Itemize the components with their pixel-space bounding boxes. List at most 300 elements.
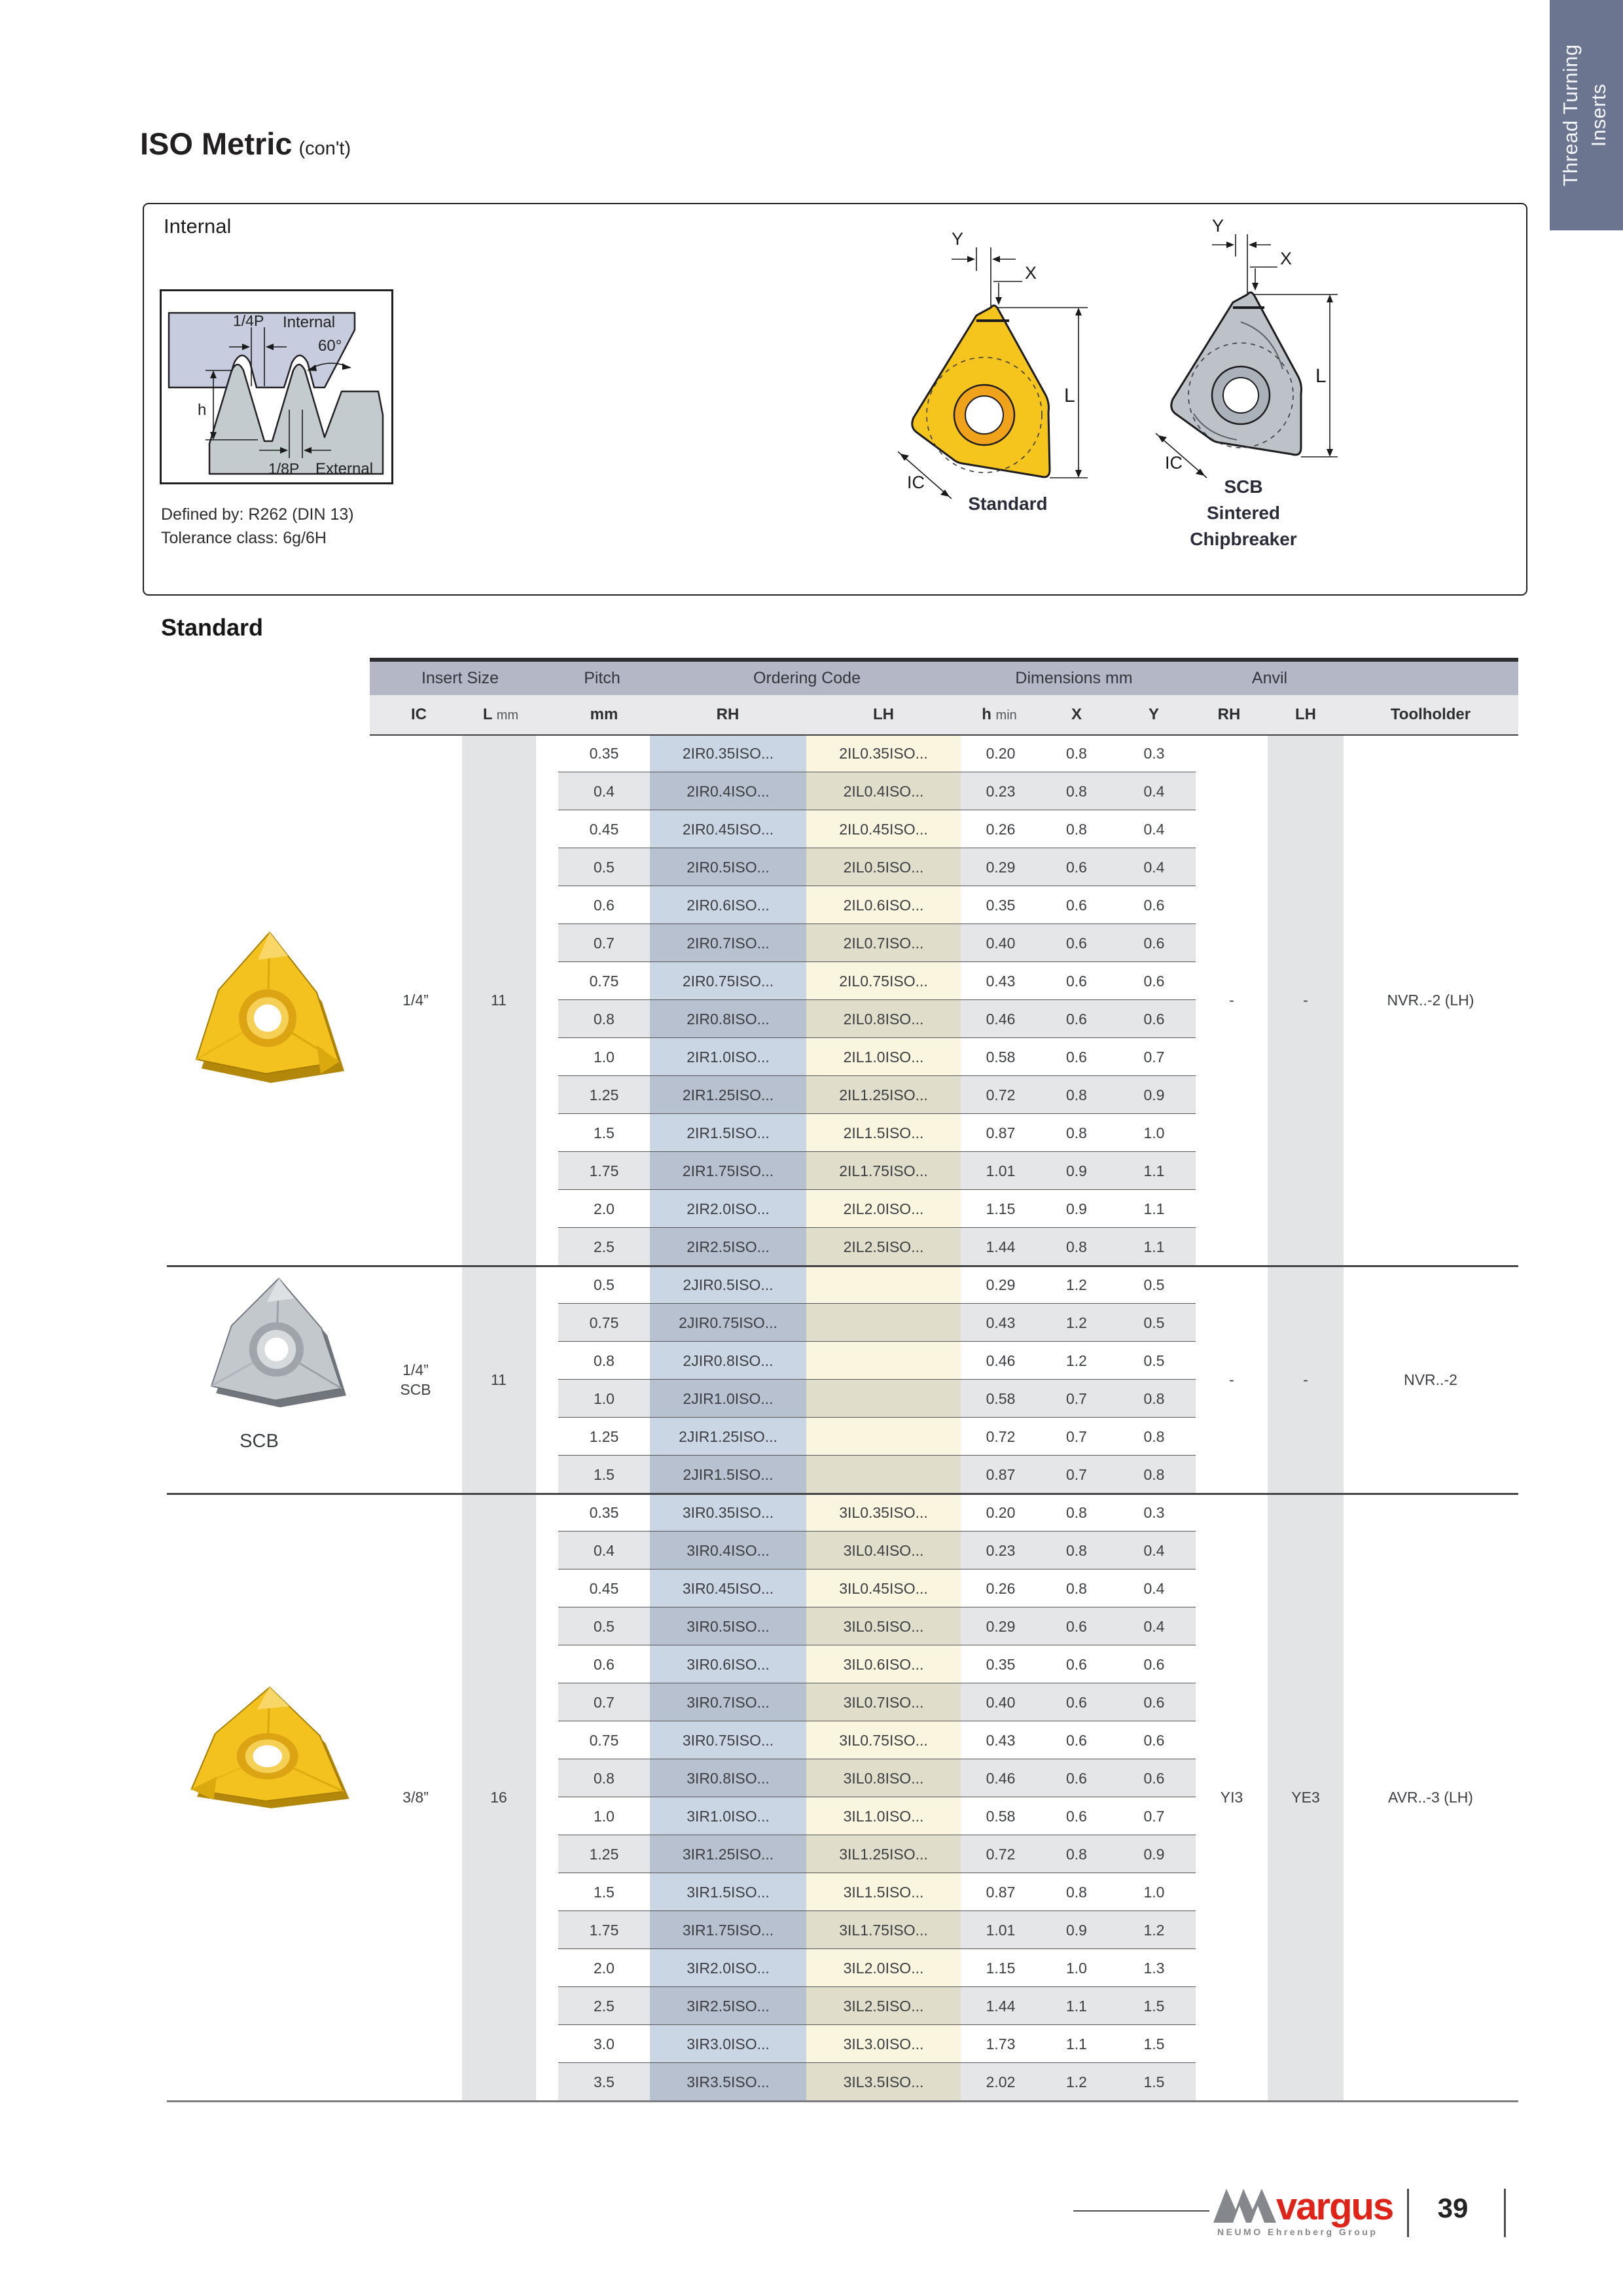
cell-x: 1.1 xyxy=(1066,1998,1087,2015)
cell-lh: 3IL0.8ISO... xyxy=(843,1770,924,1787)
table-row xyxy=(370,1873,1518,1911)
cell-h: 0.40 xyxy=(986,1694,1016,1711)
sub-header-rh: RH xyxy=(716,706,740,723)
cell-y: 0.7 xyxy=(1143,1808,1165,1825)
table-row xyxy=(370,734,1518,772)
side-tab-thread-turning-inserts xyxy=(1550,0,1623,230)
sub-header-lmm: L mm xyxy=(482,706,519,723)
scb-caption: SCB Sintered Chipbreaker xyxy=(1190,476,1297,549)
cell-x: 0.8 xyxy=(1066,783,1087,800)
sub-header-rh: RH xyxy=(1217,706,1241,723)
cell-y: 0.4 xyxy=(1143,821,1165,838)
cell-y: 0.5 xyxy=(1143,1276,1165,1293)
cell-lh: 2IL0.35ISO... xyxy=(839,745,928,762)
cell-x: 0.7 xyxy=(1066,1428,1087,1445)
cell-y: 1.5 xyxy=(1143,1998,1165,2015)
cell-y: 0.4 xyxy=(1143,1542,1165,1559)
dim-y-label: Y xyxy=(1212,217,1224,236)
sub-header-toolholder: Toolholder xyxy=(1390,706,1471,723)
side-tab-line2: Inserts xyxy=(1587,83,1610,147)
cell-y: 1.5 xyxy=(1143,2073,1165,2090)
page-number: 39 xyxy=(1437,2193,1469,2223)
table-section-1 xyxy=(370,1266,1518,1494)
cell-lh: 3IL1.75ISO... xyxy=(839,1922,928,1939)
sub-header-y: Y xyxy=(1148,706,1160,723)
cell-y: 0.6 xyxy=(1143,897,1165,914)
table-section-2 xyxy=(370,1494,1518,2101)
page-title xyxy=(140,126,351,162)
cell-lh: 3IL0.6ISO... xyxy=(843,1656,924,1673)
cell-rh: 2IR1.75ISO... xyxy=(682,1162,774,1179)
cell-h: 0.26 xyxy=(986,1580,1016,1597)
side-tab-line1: Thread Turning xyxy=(1559,44,1582,187)
table-row xyxy=(370,1342,1518,1380)
cell-lh: 3IL3.0ISO... xyxy=(843,2036,924,2053)
table-row xyxy=(370,1456,1518,1494)
cell-rh: 3IR1.25ISO... xyxy=(682,1846,774,1863)
defined-by-text: Defined by: R262 (DIN 13) xyxy=(161,505,354,524)
cell-lh: 3IL3.5ISO... xyxy=(843,2073,924,2090)
cell-rh: 3IR0.75ISO... xyxy=(682,1732,774,1749)
cell-lh: 2IL1.5ISO... xyxy=(843,1124,924,1141)
cell-y: 0.6 xyxy=(1143,1011,1165,1028)
cell-pitch: 0.8 xyxy=(594,1770,615,1787)
footer-rule xyxy=(1073,2210,1209,2212)
cell-pitch: 0.5 xyxy=(594,1618,615,1635)
table-row xyxy=(370,1607,1518,1645)
table-row xyxy=(370,962,1518,1000)
cell-pitch: 1.0 xyxy=(594,1390,615,1407)
cell-rh: 3IR0.4ISO... xyxy=(687,1542,770,1559)
cell-x: 0.8 xyxy=(1066,1580,1087,1597)
cell-y: 1.0 xyxy=(1143,1124,1165,1141)
table-row xyxy=(370,1987,1518,2025)
cell-pitch: 1.25 xyxy=(589,1428,619,1445)
section-arh-label: - xyxy=(1229,1371,1234,1388)
cell-pitch: 2.5 xyxy=(594,1238,615,1255)
cell-h: 0.43 xyxy=(986,1732,1016,1749)
vargus-brand-text: vargus xyxy=(1276,2185,1393,2228)
cell-rh: 2JIR1.25ISO... xyxy=(679,1428,777,1445)
cell-pitch: 0.7 xyxy=(594,935,615,952)
table-row xyxy=(370,924,1518,962)
cell-h: 0.29 xyxy=(986,859,1016,876)
cell-h: 1.01 xyxy=(986,1922,1016,1939)
cell-pitch: 3.5 xyxy=(594,2073,615,2090)
cell-x: 0.7 xyxy=(1066,1466,1087,1483)
cell-h: 0.23 xyxy=(986,1542,1016,1559)
cell-h: 0.72 xyxy=(986,1086,1016,1103)
cell-rh: 3IR0.45ISO... xyxy=(682,1580,774,1597)
cell-pitch: 0.8 xyxy=(594,1011,615,1028)
cell-h: 0.35 xyxy=(986,1656,1016,1673)
cell-lh: 2IL1.75ISO... xyxy=(839,1162,928,1179)
cell-lh: 3IL0.75ISO... xyxy=(839,1732,928,1749)
cell-h: 1.01 xyxy=(986,1162,1016,1179)
table-row xyxy=(370,1380,1518,1418)
cell-rh: 2JIR1.5ISO... xyxy=(683,1466,774,1483)
cell-rh: 2IR0.75ISO... xyxy=(682,973,774,990)
cell-lh: 2IL0.4ISO... xyxy=(843,783,924,800)
cell-x: 0.6 xyxy=(1066,859,1087,876)
cell-lh: 3IL0.5ISO... xyxy=(843,1618,924,1635)
cell-x: 0.6 xyxy=(1066,1618,1087,1635)
table-row xyxy=(370,1835,1518,1873)
cell-y: 0.8 xyxy=(1143,1466,1165,1483)
cell-rh: 3IR2.5ISO... xyxy=(687,1998,770,2015)
cell-x: 0.9 xyxy=(1066,1200,1087,1217)
cell-h: 0.46 xyxy=(986,1352,1016,1369)
cell-lh: 3IL0.35ISO... xyxy=(839,1504,928,1521)
cell-y: 1.2 xyxy=(1143,1922,1165,1939)
standard-heading: Standard xyxy=(161,614,264,641)
dim-ic-label: IC xyxy=(1165,453,1183,473)
table-row xyxy=(370,1152,1518,1190)
cell-x: 1.2 xyxy=(1066,1276,1087,1293)
cell-x: 0.7 xyxy=(1066,1390,1087,1407)
cell-h: 0.29 xyxy=(986,1276,1016,1293)
section-ic-label: 1/4” SCB xyxy=(400,1361,431,1398)
sub-header-hmin: h min xyxy=(982,706,1017,723)
cell-h: 0.26 xyxy=(986,821,1016,838)
svg-text:External: External xyxy=(315,460,374,478)
cell-h: 0.72 xyxy=(986,1428,1016,1445)
cell-h: 1.44 xyxy=(986,1238,1016,1255)
cell-rh: 3IR0.6ISO... xyxy=(687,1656,770,1673)
cell-h: 0.72 xyxy=(986,1846,1016,1863)
cell-lh: 3IL1.25ISO... xyxy=(839,1846,928,1863)
table-row xyxy=(370,1759,1518,1797)
cell-x: 0.6 xyxy=(1066,973,1087,990)
table-row xyxy=(370,1000,1518,1038)
sub-header-lh: LH xyxy=(873,706,894,723)
table-row xyxy=(370,1418,1518,1456)
table-row xyxy=(370,1038,1518,1076)
section-separator xyxy=(167,2100,1518,2102)
cell-pitch: 1.25 xyxy=(589,1846,619,1863)
cell-rh: 3IR3.0ISO... xyxy=(687,2036,770,2053)
scb-insert-diagram xyxy=(1139,217,1355,479)
cell-lh: 3IL2.5ISO... xyxy=(843,1998,924,2015)
cell-y: 0.4 xyxy=(1143,1580,1165,1597)
cell-lh: 3IL0.4ISO... xyxy=(843,1542,924,1559)
cell-x: 0.8 xyxy=(1066,1542,1087,1559)
section-th-label: NVR..-2 xyxy=(1404,1371,1457,1388)
cell-lh: 2IL0.75ISO... xyxy=(839,973,928,990)
sub-header-ic: IC xyxy=(411,706,427,723)
cell-h: 0.43 xyxy=(986,973,1016,990)
section-ic-label: 1/4” xyxy=(402,992,429,1009)
cell-pitch: 1.5 xyxy=(594,1466,615,1483)
dim-x-label: X xyxy=(1280,249,1293,268)
svg-text:Internal: Internal xyxy=(283,314,336,331)
cell-pitch: 1.0 xyxy=(594,1049,615,1066)
svg-text:60°: 60° xyxy=(318,337,342,355)
table-group-header-row xyxy=(370,662,1518,695)
group-header-insert-size: Insert Size xyxy=(421,669,499,687)
h-label: h xyxy=(198,401,207,419)
cell-pitch: 0.75 xyxy=(589,973,619,990)
table-row xyxy=(370,1911,1518,1949)
cell-y: 0.5 xyxy=(1143,1352,1165,1369)
cell-rh: 2JIR1.0ISO... xyxy=(683,1390,774,1407)
cell-pitch: 3.0 xyxy=(594,2036,615,2053)
table-row xyxy=(370,1645,1518,1683)
cell-x: 0.6 xyxy=(1066,1011,1087,1028)
cell-y: 0.3 xyxy=(1143,1504,1165,1521)
cell-y: 0.8 xyxy=(1143,1428,1165,1445)
table-row xyxy=(370,2025,1518,2063)
cell-h: 0.35 xyxy=(986,897,1016,914)
cell-pitch: 0.45 xyxy=(589,821,619,838)
scb-photo-caption: SCB xyxy=(240,1431,279,1452)
cell-x: 0.8 xyxy=(1066,1124,1087,1141)
cell-pitch: 0.5 xyxy=(594,859,615,876)
cell-rh: 3IR0.5ISO... xyxy=(687,1618,770,1635)
cell-x: 1.1 xyxy=(1066,2036,1087,2053)
cell-x: 0.6 xyxy=(1066,1049,1087,1066)
cell-rh: 2IR2.0ISO... xyxy=(687,1200,770,1217)
cell-rh: 3IR2.0ISO... xyxy=(687,1960,770,1977)
cell-y: 0.8 xyxy=(1143,1390,1165,1407)
standard-caption: Standard xyxy=(968,493,1048,514)
sub-header-lh: LH xyxy=(1295,706,1316,723)
table-row xyxy=(370,1114,1518,1152)
cell-lh: 3IL1.0ISO... xyxy=(843,1808,924,1825)
group-header-ordering-code: Ordering Code xyxy=(753,669,861,687)
table-row xyxy=(370,1797,1518,1835)
section-th-label: NVR..-2 (LH) xyxy=(1387,992,1474,1009)
cell-y: 0.4 xyxy=(1143,783,1165,800)
cell-pitch: 0.35 xyxy=(589,745,619,762)
cell-y: 1.5 xyxy=(1143,2036,1165,2053)
side-tab-text xyxy=(1550,0,1623,230)
cell-rh: 3IR0.35ISO... xyxy=(682,1504,774,1521)
cell-h: 0.87 xyxy=(986,1124,1016,1141)
cell-h: 0.58 xyxy=(986,1049,1016,1066)
cell-y: 0.6 xyxy=(1143,1732,1165,1749)
cell-y: 0.6 xyxy=(1143,1656,1165,1673)
cell-rh: 3IR1.5ISO... xyxy=(687,1884,770,1901)
cell-x: 1.2 xyxy=(1066,1352,1087,1369)
cell-rh: 2JIR0.8ISO... xyxy=(683,1352,774,1369)
cell-x: 0.6 xyxy=(1066,1656,1087,1673)
cell-y: 0.6 xyxy=(1143,973,1165,990)
cell-pitch: 1.0 xyxy=(594,1808,615,1825)
cell-pitch: 0.7 xyxy=(594,1694,615,1711)
cell-pitch: 0.4 xyxy=(594,783,615,800)
cell-rh: 3IR1.0ISO... xyxy=(687,1808,770,1825)
thread-profile-diagram xyxy=(160,289,393,484)
cell-h: 0.58 xyxy=(986,1808,1016,1825)
cell-x: 0.6 xyxy=(1066,1732,1087,1749)
cell-lh: 3IL2.0ISO... xyxy=(843,1960,924,1977)
cell-rh: 2IR0.4ISO... xyxy=(687,783,770,800)
cell-pitch: 1.5 xyxy=(594,1884,615,1901)
cell-h: 0.46 xyxy=(986,1770,1016,1787)
insert-photo-three-eighth-inch xyxy=(165,1682,374,1829)
page-title-main: ISO Metric xyxy=(140,126,293,161)
cell-rh: 3IR1.75ISO... xyxy=(682,1922,774,1939)
cell-y: 0.9 xyxy=(1143,1086,1165,1103)
cell-rh: 2IR0.35ISO... xyxy=(682,745,774,762)
cell-pitch: 1.25 xyxy=(589,1086,619,1103)
cell-pitch: 0.45 xyxy=(589,1580,619,1597)
cell-y: 1.1 xyxy=(1143,1162,1165,1179)
table-row xyxy=(370,1532,1518,1570)
cell-pitch: 0.6 xyxy=(594,1656,615,1673)
section-l-label: 11 xyxy=(491,1371,507,1388)
section-alh-label: - xyxy=(1303,1371,1308,1388)
cell-pitch: 2.0 xyxy=(594,1200,615,1217)
table-row xyxy=(370,1683,1518,1721)
cell-h: 0.20 xyxy=(986,745,1016,762)
cell-x: 0.8 xyxy=(1066,821,1087,838)
cell-lh: 3IL1.5ISO... xyxy=(843,1884,924,1901)
cell-x: 0.6 xyxy=(1066,1770,1087,1787)
cell-x: 1.0 xyxy=(1066,1960,1087,1977)
cell-lh: 2IL0.7ISO... xyxy=(843,935,924,952)
cell-x: 0.6 xyxy=(1066,897,1087,914)
standard-insert-diagram xyxy=(878,224,1114,499)
table-row xyxy=(370,772,1518,810)
cell-x: 0.8 xyxy=(1066,1846,1087,1863)
cell-pitch: 2.0 xyxy=(594,1960,615,1977)
table-row xyxy=(370,1076,1518,1114)
cell-lh: 2IL0.6ISO... xyxy=(843,897,924,914)
table-rows-layer xyxy=(370,734,1518,2101)
cell-rh: 2JIR0.5ISO... xyxy=(683,1276,774,1293)
cell-y: 1.1 xyxy=(1143,1200,1165,1217)
cell-y: 0.4 xyxy=(1143,859,1165,876)
section-alh-label: YE3 xyxy=(1291,1789,1320,1806)
cell-h: 1.44 xyxy=(986,1998,1016,2015)
internal-panel-label: Internal xyxy=(164,215,232,238)
cell-y: 0.6 xyxy=(1143,1694,1165,1711)
sub-header-x: X xyxy=(1071,706,1082,723)
cell-h: 0.40 xyxy=(986,935,1016,952)
cell-pitch: 1.75 xyxy=(589,1922,619,1939)
cell-lh: 2IL0.5ISO... xyxy=(843,859,924,876)
cell-lh: 2IL1.25ISO... xyxy=(839,1086,928,1103)
cell-x: 0.6 xyxy=(1066,1808,1087,1825)
table-row xyxy=(370,1266,1518,1304)
cell-pitch: 0.5 xyxy=(594,1276,615,1293)
svg-text:1/4P: 1/4P xyxy=(233,312,264,329)
cell-y: 0.5 xyxy=(1143,1314,1165,1331)
cell-rh: 2IR1.25ISO... xyxy=(682,1086,774,1103)
cell-y: 1.0 xyxy=(1143,1884,1165,1901)
cell-h: 0.87 xyxy=(986,1884,1016,1901)
cell-h: 0.23 xyxy=(986,783,1016,800)
table-row xyxy=(370,1190,1518,1228)
cell-pitch: 1.5 xyxy=(594,1124,615,1141)
section-arh-label: - xyxy=(1229,992,1234,1009)
cell-y: 1.3 xyxy=(1143,1960,1165,1977)
cell-lh: 2IL1.0ISO... xyxy=(843,1049,924,1066)
cell-h: 0.43 xyxy=(986,1314,1016,1331)
group-header-pitch: Pitch xyxy=(584,669,620,687)
cell-h: 0.20 xyxy=(986,1504,1016,1521)
dim-y-label: Y xyxy=(952,229,964,249)
cell-x: 0.8 xyxy=(1066,1086,1087,1103)
table-row xyxy=(370,1494,1518,1532)
cell-lh: 3IL0.45ISO... xyxy=(839,1580,928,1597)
cell-x: 0.8 xyxy=(1066,1504,1087,1521)
table-row xyxy=(370,1949,1518,1987)
cell-pitch: 0.35 xyxy=(589,1504,619,1521)
section-arh-label: YI3 xyxy=(1220,1789,1243,1806)
cell-rh: 2IR2.5ISO... xyxy=(687,1238,770,1255)
group-header-anvil: Anvil xyxy=(1251,669,1288,687)
section-l-label: 16 xyxy=(490,1789,507,1806)
cell-y: 0.6 xyxy=(1143,1770,1165,1787)
cell-x: 0.9 xyxy=(1066,1162,1087,1179)
vargus-brand-subtext: NEUMO Ehrenberg Group xyxy=(1217,2227,1378,2237)
cell-pitch: 0.4 xyxy=(594,1542,615,1559)
table-row xyxy=(370,810,1518,848)
insert-photo-quarter-inch xyxy=(171,924,368,1111)
cell-h: 0.87 xyxy=(986,1466,1016,1483)
group-header-dimensions-mm: Dimensions mm xyxy=(1015,669,1133,687)
cell-rh: 2IR1.5ISO... xyxy=(687,1124,770,1141)
cell-pitch: 1.75 xyxy=(589,1162,619,1179)
cell-rh: 2IR0.5ISO... xyxy=(687,859,770,876)
cell-y: 0.6 xyxy=(1143,935,1165,952)
cell-lh: 2IL0.45ISO... xyxy=(839,821,928,838)
table-row xyxy=(370,848,1518,886)
cell-h: 2.02 xyxy=(986,2073,1016,2090)
cell-y: 0.9 xyxy=(1143,1846,1165,1863)
internal-panel xyxy=(143,203,1527,596)
footer-divider-1 xyxy=(1407,2189,1409,2237)
dim-ic-label: IC xyxy=(907,473,925,492)
cell-rh: 3IR0.8ISO... xyxy=(687,1770,770,1787)
cell-rh: 3IR3.5ISO... xyxy=(687,2073,770,2090)
cell-lh: 2IL2.0ISO... xyxy=(843,1200,924,1217)
cell-x: 0.6 xyxy=(1066,1694,1087,1711)
svg-text:1/8P: 1/8P xyxy=(268,460,300,477)
sub-header-mm: mm xyxy=(590,706,618,723)
section-alh-label: - xyxy=(1303,992,1308,1009)
cell-h: 0.46 xyxy=(986,1011,1016,1028)
cell-lh: 2IL2.5ISO... xyxy=(843,1238,924,1255)
dim-l-label: L xyxy=(1315,365,1327,387)
cell-y: 0.4 xyxy=(1143,1618,1165,1635)
cell-x: 0.8 xyxy=(1066,1884,1087,1901)
cell-rh: 2IR1.0ISO... xyxy=(687,1049,770,1066)
standard-table xyxy=(370,658,1518,2101)
table-section-0 xyxy=(370,734,1518,1266)
footer-divider-2 xyxy=(1504,2189,1506,2237)
cell-x: 1.2 xyxy=(1066,2073,1087,2090)
cell-lh: 2IL0.8ISO... xyxy=(843,1011,924,1028)
cell-rh: 2JIR0.75ISO... xyxy=(679,1314,777,1331)
cell-x: 0.6 xyxy=(1066,935,1087,952)
cell-pitch: 0.6 xyxy=(594,897,615,914)
cell-pitch: 0.8 xyxy=(594,1352,615,1369)
dim-x-label: X xyxy=(1025,263,1037,283)
cell-y: 0.7 xyxy=(1143,1049,1165,1066)
table-sub-header-row xyxy=(370,695,1518,734)
page-title-suffix: (con't) xyxy=(298,138,351,159)
table-row xyxy=(370,1304,1518,1342)
cell-h: 1.73 xyxy=(986,2036,1016,2053)
cell-x: 1.2 xyxy=(1066,1314,1087,1331)
section-l-label: 11 xyxy=(491,992,507,1009)
table-row xyxy=(370,1570,1518,1607)
table-row xyxy=(370,2063,1518,2101)
